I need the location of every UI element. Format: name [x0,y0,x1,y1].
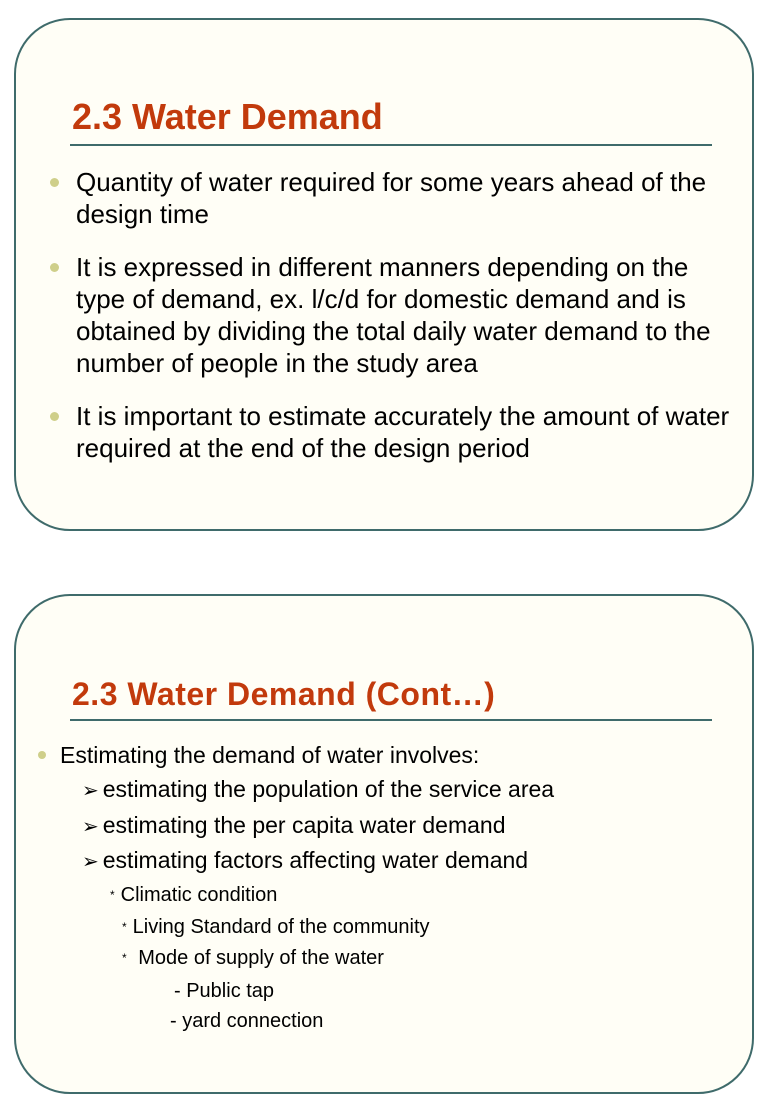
arrow-bullet-icon: ➢ [82,780,99,802]
slide-1 [14,18,754,531]
factor-item [122,945,384,971]
bullet-item [46,400,742,464]
supply-option: - Public tap [174,980,275,1002]
sub-bullet-item [82,774,554,806]
sub-bullet-text: estimating the population of the service area [102,776,555,802]
factor-text: Living Standard of the community [132,916,430,938]
sub-bullet-text: estimating the per capita water demand [102,812,506,838]
bullet-text: It is expressed in different manners depending on the type of demand, ex. l/c/d for domestic demand and is obtained by dividing the total daily water demand to the number of people in the study area [76,252,711,378]
supply-option: - yard connection [170,1010,324,1032]
star-bullet-icon: * [122,920,127,934]
bullet-text: Estimating the demand of water involves: [60,742,480,768]
factor-item [122,914,430,940]
title-underline [70,144,712,146]
bullet-text: It is important to estimate accurately the amount of water required at the end of the design period [76,401,730,463]
arrow-bullet-icon: ➢ [82,816,99,838]
factor-text: Climatic condition [120,884,278,906]
bullet-list [46,166,742,485]
slide-title: 2.3 Water Demand (Cont…) [72,676,496,712]
title-underline [70,719,712,721]
sub-bullet-item [82,845,528,877]
bullet-item [46,251,742,379]
bullet-text: Quantity of water required for some years ahead of the design time [76,167,707,229]
star-bullet-icon: * [110,888,115,902]
bullet-item [36,740,479,770]
factor-text: Mode of supply of the water [132,947,384,969]
bullet-dot-icon [38,751,46,759]
factor-item [110,882,277,908]
sub-bullet-text: estimating factors affecting water demand [102,847,529,873]
slide-2 [14,594,754,1094]
bullet-dot-icon [50,178,59,187]
bullet-dot-icon [50,412,59,421]
arrow-bullet-icon: ➢ [82,851,99,873]
star-bullet-icon: * [122,951,127,965]
bullet-dot-icon [50,263,59,272]
slide-title: 2.3 Water Demand [72,96,383,137]
sub-bullet-item [82,810,506,842]
bullet-item [46,166,742,230]
